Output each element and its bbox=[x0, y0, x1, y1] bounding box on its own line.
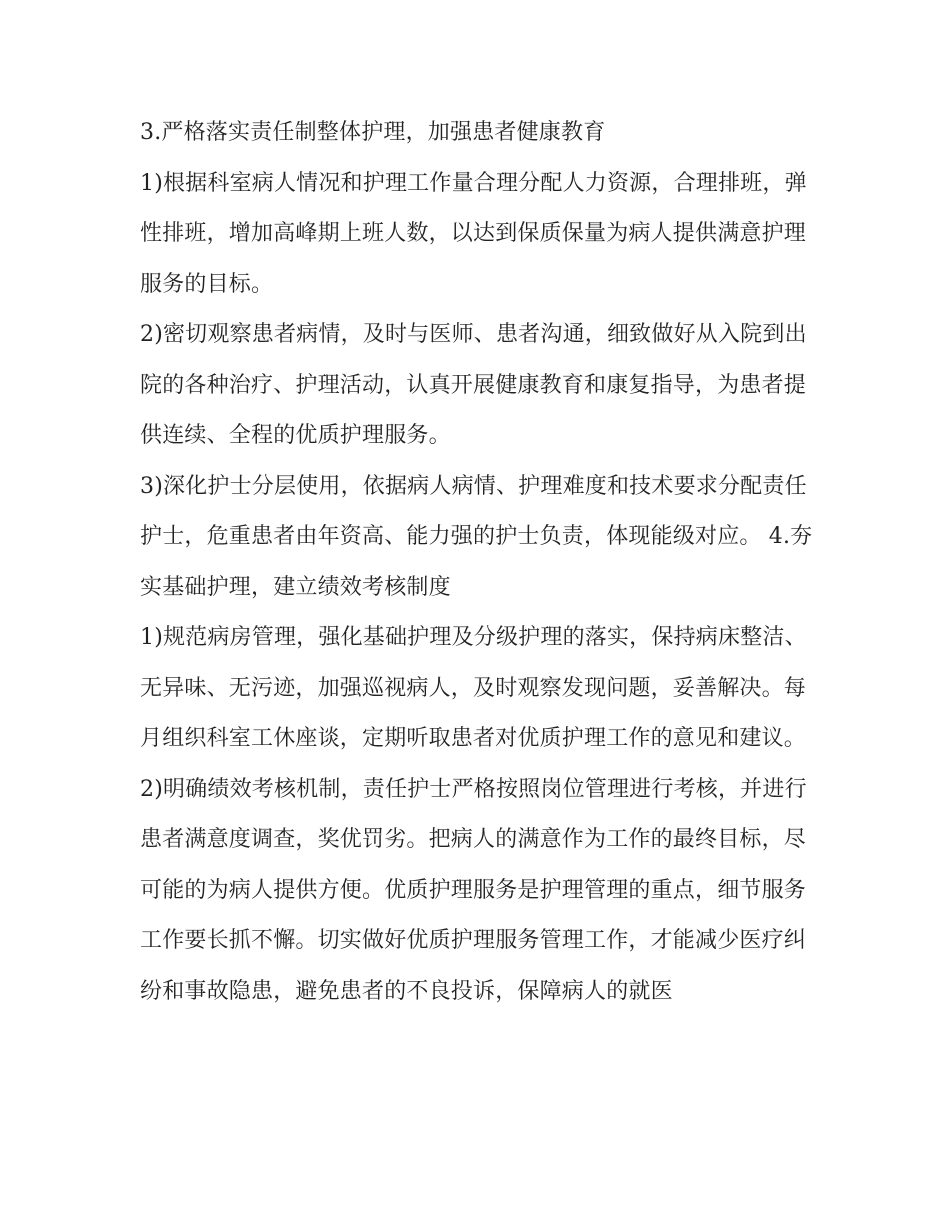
section-heading-3: 3.严格落实责任制整体护理，加强患者健康教育 bbox=[140, 120, 606, 145]
paragraph-nurse-levels: 3)深化护士分层使用，依据病人病情、护理难度和技术要求分配责任护士，危重患者由年资高、能力强的护士负责，体现能级对应。 4.夯实基础护理，建立绩效考核制度 bbox=[140, 473, 813, 600]
paragraph-observation: 2)密切观察患者病情，及时与医师、患者沟通，细致做好从入院到出院的各种治疗、护理活动，认真开展健康教育和康复指导，为患者提供连续、全程的优质护理服务。 bbox=[140, 322, 807, 448]
paragraph-performance-assessment: 2)明确绩效考核机制，责任护士严格按照岗位管理进行考核，并进行患者满意度调查，奖优罚劣。把病人的满意作为工作的最终目标，尽可能的为病人提供方便。优质护理服务是护理管理的重点，细节服务工作要长抓不懈。切实做好优质护理服务管理工作，才能减少医疗纠纷和事故隐患，避免患者的不良投诉，保障病人的就医 bbox=[140, 776, 807, 1004]
paragraph-ward-management: 1)规范病房管理，强化基础护理及分级护理的落实，保持病床整洁、无异味、无污迹，加强巡视病人，及时观察发现问题，妥善解决。每月组织科室工休座谈，定期听取患者对优质护理工作的意见和建议。 bbox=[140, 625, 807, 751]
paragraph-staffing: 1)根据科室病人情况和护理工作量合理分配人力资源，合理排班，弹性排班，增加高峰期上班人数，以达到保质保量为病人提供满意护理服务的目标。 bbox=[140, 170, 807, 297]
document-body bbox=[140, 108, 820, 1017]
